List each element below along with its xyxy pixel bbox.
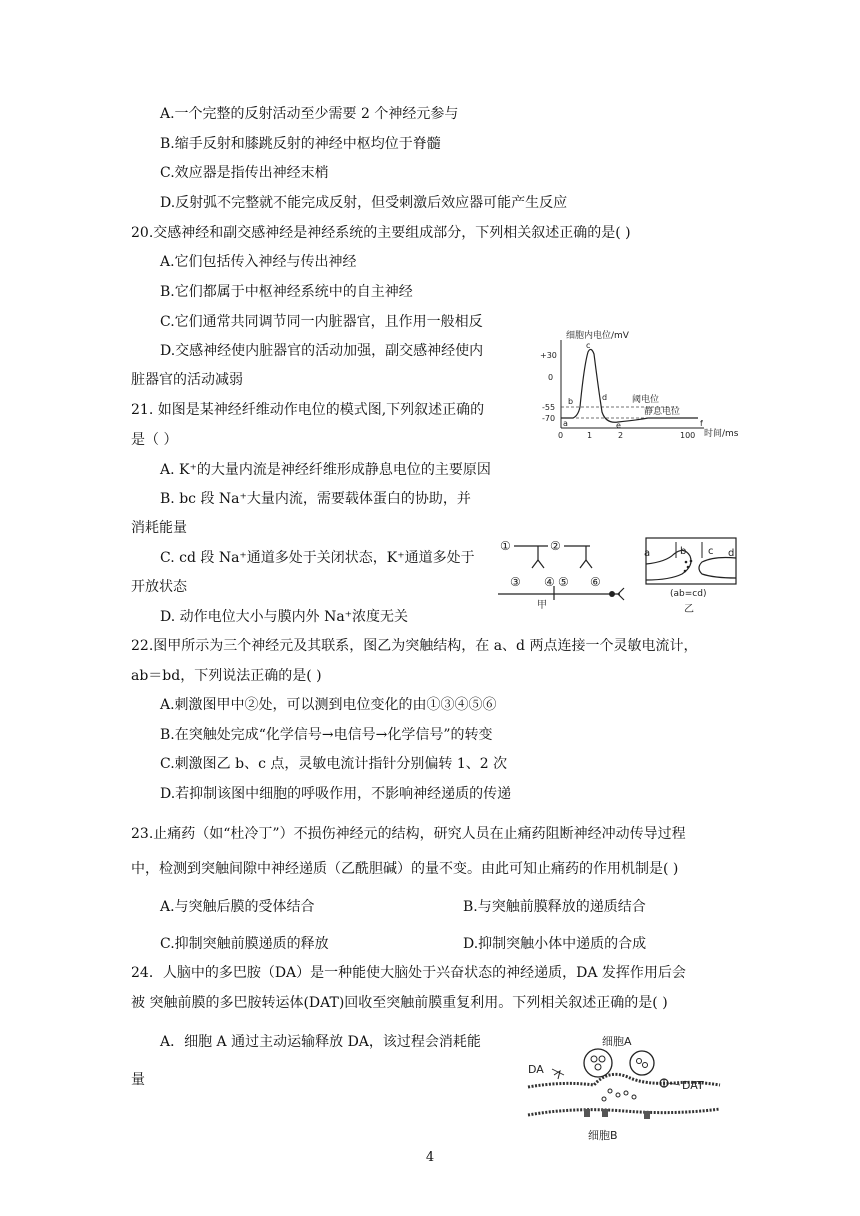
jia-num-5: ⑤ xyxy=(558,575,569,589)
yi-note: (ab=cd) xyxy=(670,589,707,599)
q22-option-a: A.刺激图甲中②处，可以测到电位变化的由①③④⑤⑥ xyxy=(160,697,497,713)
yi-letter-b: b xyxy=(680,546,687,557)
point-c: c xyxy=(586,341,591,350)
q21-option-c-cont: 开放状态 xyxy=(131,579,187,595)
action-potential-graph xyxy=(528,326,740,442)
q19-option-c: C.效应器是指传出神经末梢 xyxy=(160,165,329,181)
q21-option-b: B. bc 段 Na⁺大量内流，需要载体蛋白的协助，并 xyxy=(160,491,471,507)
q20-option-a: A.它们包括传入神经与传出神经 xyxy=(160,254,357,270)
point-d: d xyxy=(602,393,608,402)
jia-num-3: ③ xyxy=(510,575,521,589)
cell-a-label: 细胞A xyxy=(602,1035,632,1048)
da-label: DA xyxy=(528,1063,544,1076)
dat-label: DAT xyxy=(682,1079,704,1092)
xtick-0: 0 xyxy=(558,431,564,440)
q24-option-a-cont: 量 xyxy=(131,1072,145,1088)
resting-label: 静息电位 xyxy=(644,407,681,417)
q19-option-d: D.反射弧不完整就不能完成反射，但受刺激后效应器可能产生反应 xyxy=(160,195,568,211)
xtick-1: 1 xyxy=(587,431,593,440)
q22-stem: 22.图甲所示为三个神经元及其联系，图乙为突触结构，在 a、d 两点连接一个灵敏电流计， xyxy=(131,638,698,654)
q22-stem-cont: ab＝bd，下列说法正确的是( ) xyxy=(131,668,322,684)
ytick-55: -55 xyxy=(542,403,556,412)
q21-stem-cont: 是（ ） xyxy=(131,432,178,448)
q21-stem: 21. 如图是某神经纤维动作电位的模式图,下列叙述正确的 xyxy=(131,402,485,418)
q23-stem-cont: 中，检测到突触间隙中神经递质（乙酰胆碱）的量不变。由此可知止痛药的作用机制是( ) xyxy=(131,861,679,877)
q22-option-c: C.刺激图乙 b、c 点，灵敏电流计指针分别偏转 1、2 次 xyxy=(160,756,508,772)
q20-option-d-cont: 脏器官的活动减弱 xyxy=(131,372,243,388)
q24-stem-cont: 被 突触前膜的多巴胺转运体(DAT)回收至突触前膜重复利用。下列相关叙述正确的是( ) xyxy=(131,995,668,1011)
q23-option-d: D.抑制突触小体中递质的合成 xyxy=(463,936,647,952)
threshold-label: 阈电位 xyxy=(632,395,660,405)
point-f: f xyxy=(700,419,703,428)
q23-option-a: A.与突触后膜的受体结合 xyxy=(160,899,315,915)
jia-num-2: ② xyxy=(550,539,561,553)
ytick-70: -70 xyxy=(542,414,556,423)
q22-option-b: B.在突触处完成“化学信号→电信号→化学信号”的转变 xyxy=(160,727,493,743)
figure-dopamine-synapse xyxy=(524,1029,724,1144)
q20-option-b: B.它们都属于中枢神经系统中的自主神经 xyxy=(160,284,413,300)
yi-letter-c: c xyxy=(708,546,714,557)
graph-xlabel: 时间/ms xyxy=(704,429,739,439)
q24-option-a: A．细胞 A 通过主动运输释放 DA，该过程会消耗能 xyxy=(160,1034,481,1050)
q21-option-a: A. K⁺的大量内流是神经纤维形成静息电位的主要原因 xyxy=(160,462,491,478)
q19-option-b: B.缩手反射和膝跳反射的神经中枢均位于脊髓 xyxy=(160,136,441,152)
jia-num-4: ④ xyxy=(544,575,555,589)
page-number: 4 xyxy=(425,1150,435,1165)
yi-letter-d: d xyxy=(728,548,735,559)
q21-option-c: C. cd 段 Na⁺通道多处于关闭状态，K⁺通道多处于 xyxy=(160,550,475,566)
q24-stem: 24．人脑中的多巴胺（DA）是一种能使大脑处于兴奋状态的神经递质，DA 发挥作用后会 xyxy=(131,965,686,981)
yi-letter-a: a xyxy=(644,548,651,559)
cell-b-label: 细胞B xyxy=(588,1129,618,1142)
point-b: b xyxy=(568,397,574,406)
ytick-30: +30 xyxy=(540,351,557,360)
graph-ylabel: 细胞内电位/mV xyxy=(566,331,629,341)
q23-option-b: B.与突触前膜释放的递质结合 xyxy=(463,899,646,915)
xtick-2: 2 xyxy=(618,431,624,440)
q23-option-c: C.抑制突触前膜递质的释放 xyxy=(160,936,329,952)
yi-label: 乙 xyxy=(684,604,694,615)
q21-option-d: D. 动作电位大小与膜内外 Na⁺浓度无关 xyxy=(160,609,409,625)
q19-option-a: A.一个完整的反射活动至少需要 2 个神经元参与 xyxy=(160,106,459,122)
ytick-0: 0 xyxy=(548,373,554,382)
figure-jia-neurons xyxy=(494,534,636,610)
q21-option-b-cont: 消耗能量 xyxy=(131,520,187,536)
q20-stem: 20.交感神经和副交感神经是神经系统的主要组成部分，下列相关叙述正确的是( ) xyxy=(131,225,631,241)
xtick-100: 100 xyxy=(680,431,696,440)
q22-option-d: D.若抑制该图中细胞的呼吸作用，不影响神经递质的传递 xyxy=(160,786,512,802)
point-a: a xyxy=(563,419,568,428)
jia-label: 甲 xyxy=(537,600,547,610)
jia-num-1: ① xyxy=(500,539,511,553)
point-e: e xyxy=(616,421,621,430)
jia-num-6: ⑥ xyxy=(590,575,601,589)
figure-yi-synapse xyxy=(640,532,742,616)
q20-option-c: C.它们通常共同调节同一内脏器官，且作用一般相反 xyxy=(160,314,483,330)
q23-stem: 23.止痛药（如“杜冷丁”）不损伤神经元的结构，研究人员在止痛药阻断神经冲动传导过程 xyxy=(131,826,686,842)
q20-option-d: D.交感神经使内脏器官的活动加强，副交感神经使内 xyxy=(160,343,484,359)
